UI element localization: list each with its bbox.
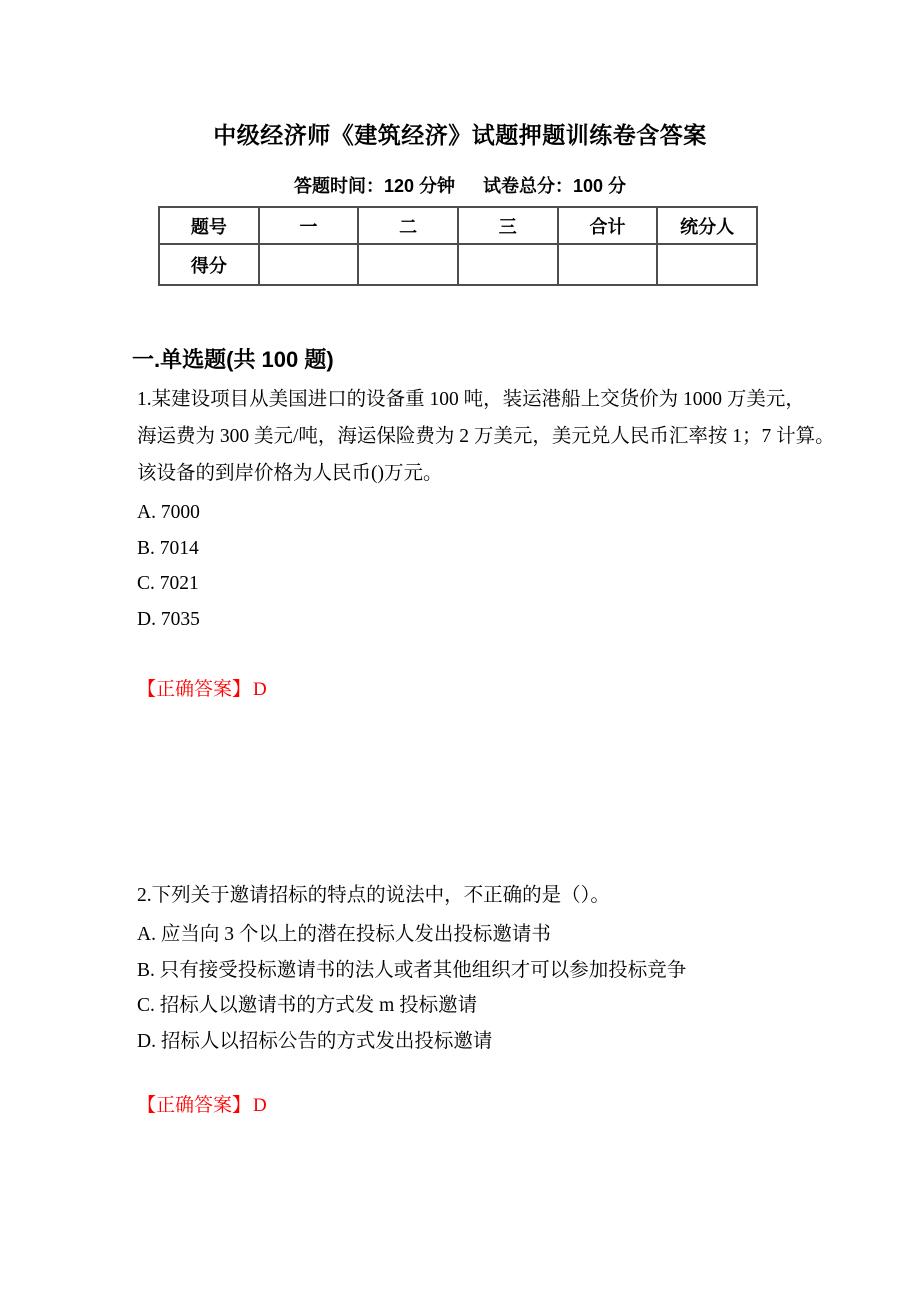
answer-value: D [253, 1095, 267, 1116]
score-cell-empty [259, 244, 359, 285]
option-a: A. 应当向 3 个以上的潜在投标人发出投标邀请书 [137, 924, 551, 945]
option-d: D. 招标人以招标公告的方式发出投标邀请 [137, 1030, 493, 1052]
question-2 [0, 877, 920, 1117]
score-table-header-cell: 题号 [159, 207, 259, 244]
stem-line: 海运费为 300 美元/吨，海运保险费为 2 万美元，美元兑人民币汇率按 1；7 计算。 [137, 426, 835, 447]
answer-value: D [253, 679, 267, 700]
stem-line: 该设备的到岸价格为人民币()万元。 [137, 463, 443, 484]
option-c: C. 7021 [137, 573, 199, 594]
score-table-header-cell: 二 [358, 207, 458, 244]
page-title: 中级经济师《建筑经济》试题押题训练卷含答案 [213, 122, 707, 148]
score-cell-empty [657, 244, 757, 285]
score-row [159, 244, 757, 285]
score-table-header-cell: 合计 [558, 207, 658, 244]
option-a: A. 7000 [137, 502, 200, 523]
options-list [137, 917, 920, 1059]
score-cell-empty [558, 244, 658, 285]
score-cell-empty [358, 244, 458, 285]
question-1 [0, 381, 920, 701]
answer-time-label: 答题时间：120 分钟 [293, 176, 455, 196]
score-table [158, 206, 758, 286]
option-d: D. 7035 [137, 608, 200, 630]
question-stem [137, 877, 920, 914]
stem-line: 1.某建设项目从美国进口的设备重 100 吨，装运港船上交货价为 1000 万美元， [137, 389, 805, 410]
score-row-label: 得分 [159, 244, 259, 285]
option-b: B. 只有接受投标邀请书的法人或者其他组织才可以参加投标竞争 [137, 959, 687, 981]
options-list [137, 495, 920, 637]
answer-line [137, 1095, 920, 1117]
option-c: C. 招标人以邀请书的方式发 m 投标邀请 [137, 995, 478, 1016]
answer-label: 【正确答案】 [137, 679, 252, 700]
answer-line [137, 679, 920, 701]
question-stem [137, 381, 920, 492]
answer-label: 【正确答案】 [137, 1095, 252, 1116]
score-cell-empty [458, 244, 558, 285]
section-heading: 一.单选题(共 100 题) [132, 347, 334, 372]
exam-meta [0, 177, 920, 196]
score-table-header-cell: 一 [259, 207, 359, 244]
score-table-header-row [159, 207, 757, 244]
score-table-header-cell: 三 [458, 207, 558, 244]
score-table-header-cell: 统分人 [657, 207, 757, 244]
option-b: B. 7014 [137, 537, 199, 559]
total-score-label: 试卷总分：100 分 [483, 176, 627, 196]
stem-line: 2.下列关于邀请招标的特点的说法中，不正确的是（）。 [137, 885, 610, 906]
